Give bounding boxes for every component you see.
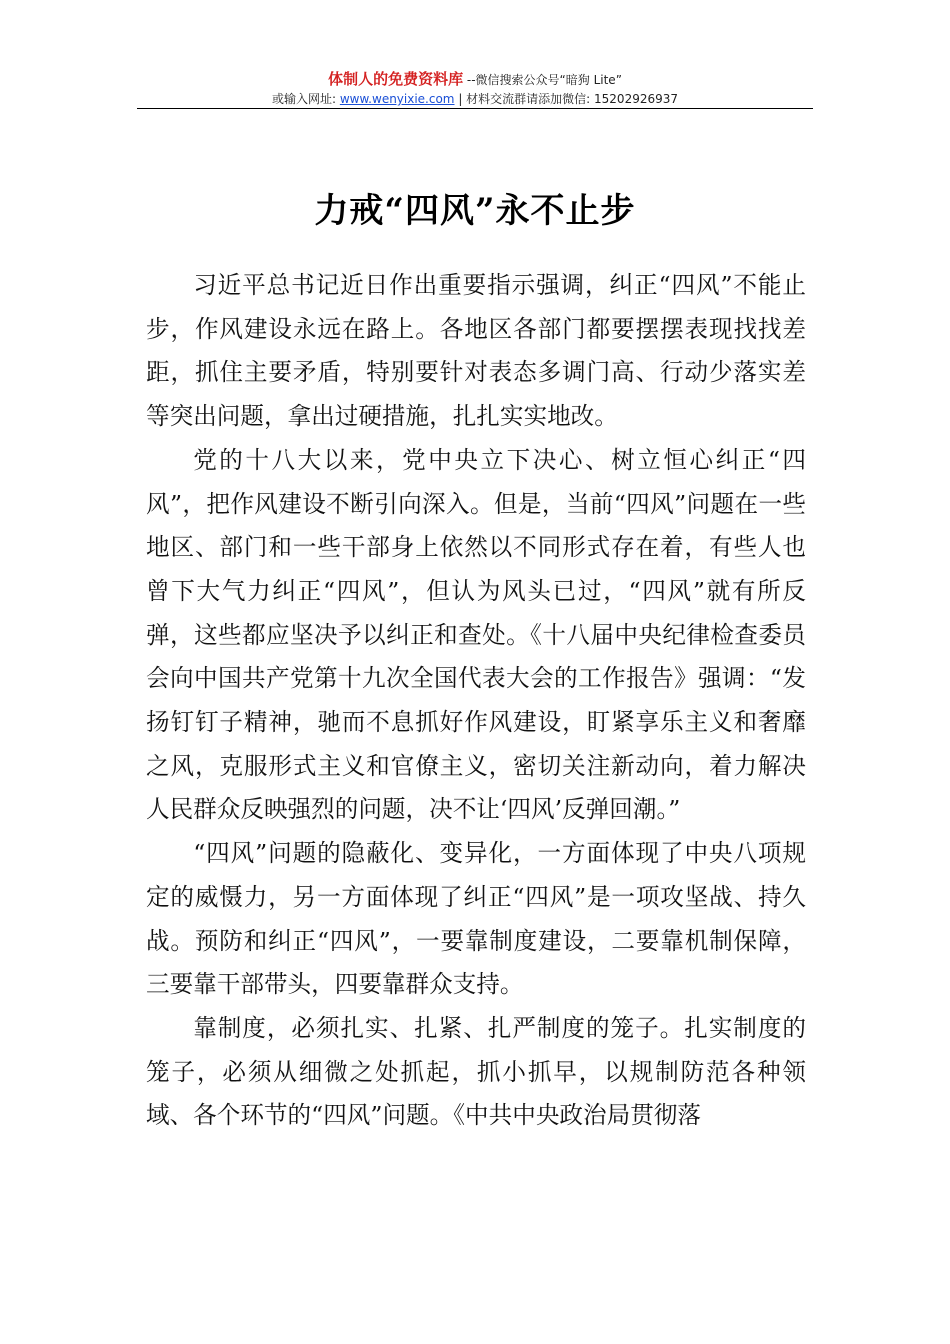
document-title: 力戒“四风”永不止步 [314, 190, 636, 231]
website-link[interactable]: www.wenyixie.com [339, 92, 455, 106]
header-tagline: --微信搜索公众号“暗狗 Lite” [463, 73, 622, 87]
header-line-2 [137, 91, 813, 107]
header-line-1 [137, 70, 813, 89]
header-divider [137, 108, 813, 109]
page-header [137, 70, 813, 107]
paragraph: 靠制度，必须扎实、扎紧、扎严制度的笼子。扎实制度的笼子，必须从细微之处抓起，抓小抓早，以规制防范各种领域、各个环节的“四风”问题。《中共中央政治局贯彻落 [146, 1013, 806, 1130]
paragraph: 党的十八大以来，党中央立下决心、树立恒心纠正“四风”，把作风建设不断引向深入。但是，当前“四风”问题在一些地区、部门和一些干部身上依然以不同形式存在着，有些人也曾下大气力纠正“四风”，但认为风头已过，“四风”就有所反弹，这些都应坚决予以纠正和查处。《十八届中央纪律检查委员会向中国共产党第十九次全国代表大会的工作报告》强调：“发扬钉钉子精神，驰而不息抓好作风建设，盯紧享乐主义和奢靡之风，克服形式主义和官僚主义，密切关注新动向，着力解决人民群众反映强烈的问题，决不让‘四风’反弹回潮。” [146, 445, 806, 824]
brand-text: 体制人的免费资料库 [328, 70, 464, 88]
paragraph: 习近平总书记近日作出重要指示强调，纠正“四风”不能止步，作风建设永远在路上。各地区各部门都要摆摆表现找找差距，抓住主要矛盾，特别要针对表态多调门高、行动少落实差等突出问题，拿出过硬措施，扎扎实实地改。 [146, 271, 806, 431]
header-contact: | 材料交流群请添加微信: 15202926937 [454, 92, 679, 106]
paragraph: “四风”问题的隐蔽化、变异化，一方面体现了中央八项规定的威慑力，另一方面体现了纠正“四风”是一项攻坚战、持久战。预防和纠正“四风”，一要靠制度建设，二要靠机制保障，三要靠干部带头，四要靠群众支持。 [146, 839, 806, 999]
document-body [146, 264, 806, 1138]
header-url-prefix: 或输入网址: [271, 92, 340, 106]
